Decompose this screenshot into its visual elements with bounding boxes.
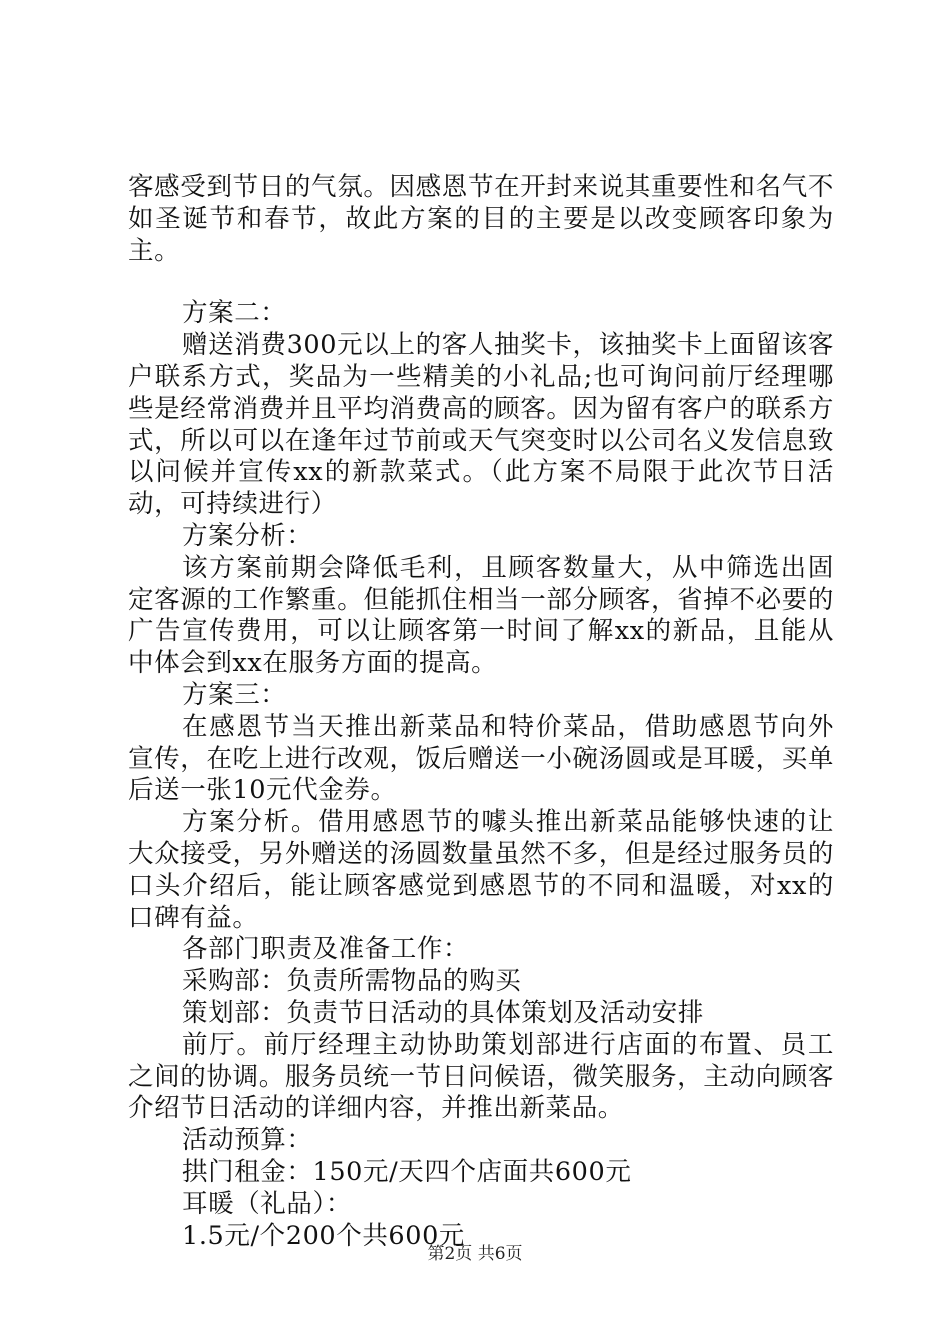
heading-plan-three: 方案三： bbox=[182, 679, 287, 710]
paragraph-plan-analysis-1: 该方案前期会降低毛利，且顾客数量大，从中筛选出固定客源的工作繁重。但能抓住相当一部分顾客，省掉不必要的广告宣传费用，可以让顾客第一时间了解xx的新品，且能从中体会到xx在服务方面的提高。 bbox=[128, 552, 834, 679]
page-number-footer: 第2页 共6页 bbox=[427, 1244, 523, 1264]
heading-plan-two: 方案二： bbox=[182, 298, 287, 329]
paragraph-plan-analysis-2: 方案分析。借用感恩节的噱头推出新菜品能够快速的让大众接受，另外赠送的汤圆数量虽然不多，但是经过服务员的口头介绍后，能让顾客感觉到感恩节的不同和温暖，对xx的口碑有益。 bbox=[128, 807, 834, 933]
budget-item-ear-warmer-cost: 1.5元/个200个共600元 bbox=[182, 1220, 465, 1251]
heading-plan-analysis-1: 方案分析： bbox=[182, 520, 313, 551]
heading-activity-budget: 活动预算： bbox=[182, 1125, 313, 1156]
budget-item-arch-rent: 拱门租金：150元/天四个店面共600元 bbox=[182, 1156, 632, 1187]
heading-department-duties: 各部门职责及准备工作： bbox=[182, 934, 470, 965]
document-body bbox=[128, 172, 834, 1252]
paragraph-planning-dept: 策划部：负责节日活动的具体策划及活动安排 bbox=[182, 997, 705, 1028]
paragraph-front-hall: 前厅。前厅经理主动协助策划部进行店面的布置、员工之间的协调。服务员统一节日问候语，微笑服务，主动向顾客介绍节日活动的详细内容，并推出新菜品。 bbox=[128, 1029, 834, 1124]
budget-item-ear-warmer: 耳暖（礼品）： bbox=[182, 1188, 352, 1219]
paragraph-intro-continuation: 客感受到节日的气氛。因感恩节在开封来说其重要性和名气不如圣诞节和春节，故此方案的目的主要是以改变顾客印象为主。 bbox=[128, 172, 834, 266]
paragraph-plan-two: 赠送消费300元以上的客人抽奖卡，该抽奖卡上面留该客户联系方式，奖品为一些精美的小礼品;也可询问前厅经理哪些是经常消费并且平均消费高的顾客。因为留有客户的联系方式，所以可以在逢年过节前或天气突变时以公司名义发信息致以问候并宣传xx的新款菜式。（此方案不局限于此次节日活动，可持续进行） bbox=[128, 330, 834, 520]
paragraph-purchasing-dept: 采购部：负责所需物品的购买 bbox=[182, 966, 522, 997]
paragraph-plan-three: 在感恩节当天推出新菜品和特价菜品，借助感恩节向外宣传，在吃上进行改观，饭后赠送一小碗汤圆或是耳暖，买单后送一张10元代金券。 bbox=[128, 711, 834, 806]
